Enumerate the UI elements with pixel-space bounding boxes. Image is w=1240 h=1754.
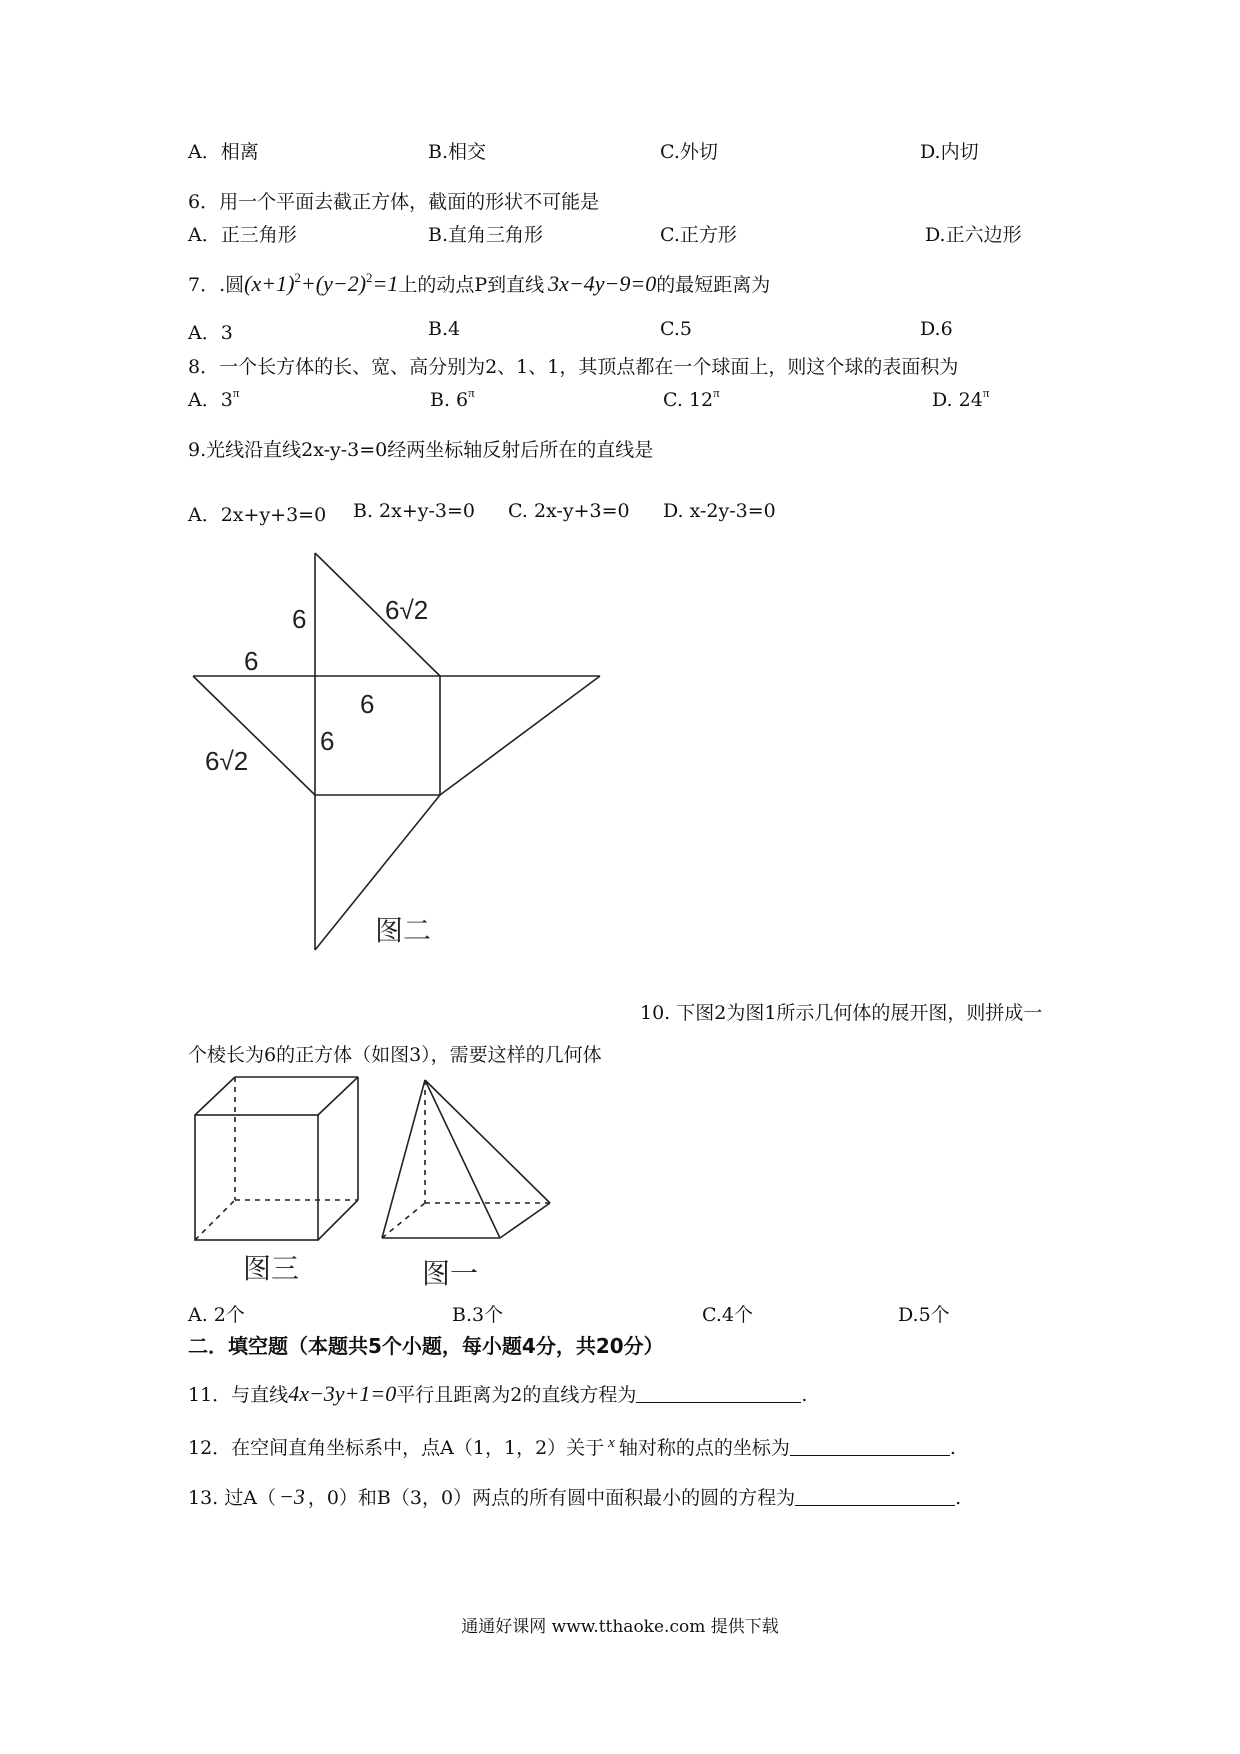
q7-option-b: B.4: [428, 318, 461, 340]
figure-3-cube: [195, 1077, 358, 1240]
q9-stem: 9.光线沿直线2x-y-3=0经两坐标轴反射后所在的直线是: [188, 439, 654, 461]
q5-option-c: C.外切: [660, 141, 718, 163]
q8-stem: 8．一个长方体的长、宽、高分别为2、1、1，其顶点都在一个球面上，则这个球的表面积为: [188, 356, 959, 378]
pyramid-hidden-edge: [382, 1203, 425, 1238]
q5-option-a: A．相离: [188, 141, 259, 163]
q12-axis: x: [608, 1435, 615, 1451]
q8-option-b: B. $6^\pi$: [430, 385, 475, 411]
q9-option-d: D. x-2y-3=0: [663, 500, 776, 522]
q7-option-c: C.5: [660, 318, 692, 340]
q12-stem: 12．在空间直角坐标系中，点A（1，1，2）关于 $^x$ 轴对称的点的坐标为 .: [188, 1435, 956, 1459]
q8-option-a: A．$3^\pi$: [188, 385, 240, 411]
q7-suffix: 的最短距离为: [656, 274, 771, 296]
q7-middle: 上的动点P到直线: [398, 274, 545, 296]
q7-option-a: A．3: [188, 322, 233, 344]
q8-option-d: D. $24^\pi$: [932, 385, 990, 411]
q7-circle-equation: $(x+1)^2+(y-2)^2=1$: [244, 270, 399, 296]
q10-stem-line2: 个棱长为6的正方体（如图3），需要这样的几何体: [188, 1044, 602, 1066]
figure-3-caption: 图三: [243, 1253, 300, 1284]
q9-option-c: C. 2x-y+3=0: [508, 500, 630, 522]
q9-option-b: B. 2x+y-3=0: [353, 500, 476, 522]
figure-2-caption: 图二: [375, 915, 432, 946]
q6-stem: 6．用一个平面去截正方体，截面的形状不可能是: [188, 191, 600, 213]
q11-stem: 11．与直线4x−3y+1=0平行且距离为2的直线方程为 .: [188, 1381, 808, 1406]
q7-option-d: D.6: [920, 318, 953, 340]
figures-3-and-1: [0, 1060, 620, 1300]
net-label-top-6: 6: [292, 604, 307, 634]
q6-option-b: B.直角三角形: [428, 224, 544, 246]
q7-prefix: 7．.圆: [188, 274, 245, 296]
q7-line-equation: 3x−4y−9=0: [548, 271, 657, 296]
q11-answer-blank: [636, 1384, 801, 1403]
q6-option-d: D.正六边形: [925, 224, 1022, 246]
q13-answer-blank: [795, 1487, 955, 1506]
q10-option-d: D.5个: [898, 1304, 950, 1326]
q6-option-a: A．正三角形: [188, 224, 297, 246]
net-label-left-6: 6: [244, 646, 259, 676]
q9-option-a: A．2x+y+3=0: [188, 504, 327, 526]
net-label-square-left-6: 6: [320, 726, 335, 756]
figure-1-pyramid: [382, 1080, 550, 1238]
page-footer: 通通好课网 www.tthaoke.com 提供下载: [461, 1617, 779, 1637]
q10-option-b: B.3个: [452, 1304, 504, 1326]
q10-stem-line1: 10. 下图2为图1所示几何体的展开图，则拼成一: [640, 1002, 1043, 1024]
q11-equation: 4x−3y+1=0: [288, 1381, 397, 1406]
q5-option-b: B.相交: [428, 141, 487, 163]
q10-option-a: A. 2个: [188, 1304, 245, 1326]
figure-1-caption: 图一: [422, 1258, 479, 1289]
q13-negative-three: −3: [278, 1484, 305, 1509]
q12-answer-blank: [790, 1437, 950, 1456]
net-label-top-6root2: 6√2: [385, 595, 429, 625]
net-left-hypotenuse: [193, 676, 315, 795]
net-label-square-top-6: 6: [360, 689, 375, 719]
cube-hidden-edge: [195, 1200, 235, 1240]
q5-option-d: D.内切: [920, 141, 979, 163]
net-right-edge: [440, 676, 600, 795]
net-label-left-6root2: 6√2: [205, 746, 249, 776]
q6-option-c: C.正方形: [660, 224, 737, 246]
section-2-heading: 二．填空题（本题共5个小题，每小题4分，共20分）: [188, 1334, 664, 1358]
cube-front-face: [195, 1115, 318, 1240]
q8-option-c: C. $12^\pi$: [663, 385, 720, 411]
q13-stem: 13. 过A（ −3 ，0）和B（3，0）两点的所有圆中面积最小的圆的方程为 .: [188, 1484, 962, 1509]
q10-option-c: C.4个: [702, 1304, 753, 1326]
